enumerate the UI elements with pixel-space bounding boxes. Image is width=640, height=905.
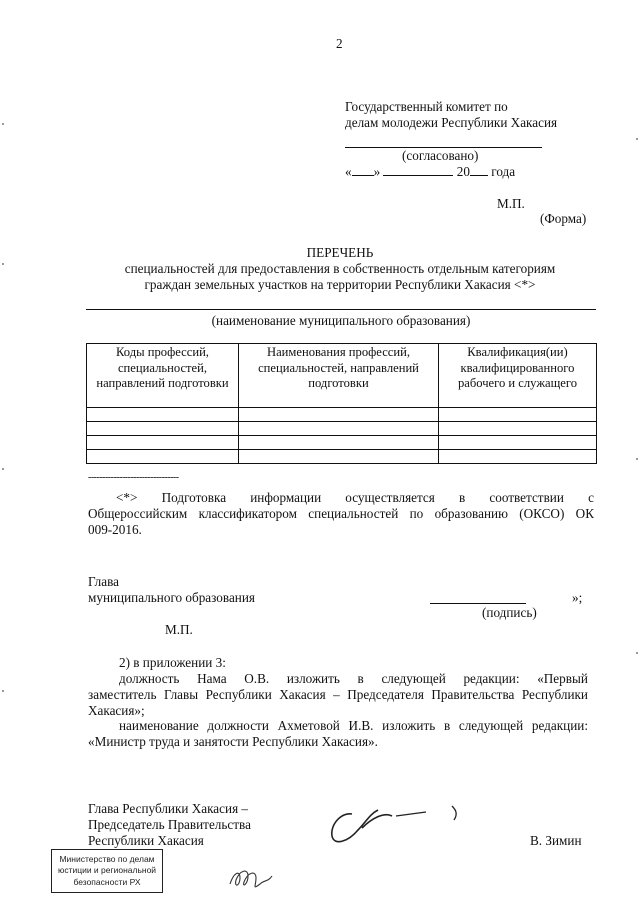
title-line1: специальностей для предоставления в собственность отдельным категориям — [124, 260, 556, 276]
approval-date — [345, 164, 515, 180]
registration-stamp — [51, 849, 163, 893]
table-row — [87, 436, 597, 450]
amendment-p1-line1: должность Нама О.В. изложить в следующей редакции: «Первый — [119, 670, 588, 686]
municipal-head — [88, 574, 255, 606]
approval-org-line2: делам молодежи Республики Хакасия — [345, 114, 558, 130]
scan-mark — [2, 468, 4, 470]
signatory-line3: Республики Хакасия — [88, 832, 204, 848]
footnote — [88, 490, 594, 538]
date-word: года — [491, 164, 516, 179]
date-close-quote: » — [373, 164, 381, 179]
title-heading: ПЕРЕЧЕНЬ — [306, 245, 374, 260]
stamp-line3: безопасности РХ — [73, 876, 141, 887]
scan-mark — [636, 138, 638, 140]
scan-mark — [636, 458, 638, 460]
header-qualification: Квалификация(ии) квалифицированного рабочего и служащего — [439, 344, 597, 408]
approval-org-line1: Государственный комитет по — [345, 99, 508, 114]
scan-mark — [636, 652, 638, 654]
municipality-caption: (наименование муниципального образования) — [211, 313, 471, 328]
table-header-row — [87, 344, 597, 408]
scan-mark — [2, 263, 4, 265]
table-row — [87, 408, 597, 422]
signatory-line2: Председатель Правительства — [88, 816, 251, 832]
amendment-p2-line2: «Министр труда и занятости Республики Хакасия». — [88, 734, 378, 750]
professions-table — [86, 343, 597, 464]
stamp-line1: Министерство по делам — [59, 854, 155, 864]
signatory-block — [88, 801, 251, 849]
handwritten-signature — [322, 800, 472, 850]
page-number: 2 — [336, 36, 343, 51]
scan-mark — [2, 690, 4, 692]
amendment-p2-line1: наименование должности Ахметовой И.В. изложить в следующей редакции: — [119, 718, 588, 734]
amendments — [88, 655, 588, 750]
document-title — [40, 245, 640, 293]
scan-mark — [2, 123, 4, 125]
footnote-line2: Общероссийским классификатором специальностей по образованию (ОКСО) ОК — [88, 505, 594, 521]
title-line2: граждан земельных участков на территории Республики Хакасия <*> — [144, 276, 536, 292]
form-label: (Форма) — [540, 211, 587, 226]
approval-block — [345, 99, 605, 131]
municipal-seal: М.П. — [165, 622, 193, 637]
header-codes: Коды профессий, специальностей, направлений подготовки — [87, 344, 239, 408]
date-open-quote: « — [345, 164, 352, 179]
approval-agreed: (согласовано) — [402, 148, 479, 163]
initials-scribble — [226, 862, 276, 894]
table-row — [87, 450, 597, 464]
amendment-p1-line2: заместитель Главы Республики Хакасия – Председателя Правительства Республики — [88, 686, 588, 702]
municipal-head-title: Глава — [88, 574, 119, 589]
signatory-name: В. Зимин — [530, 833, 582, 848]
header-names: Наименования профессий, специальностей, направлений подготовки — [239, 344, 439, 408]
date-year: 20 — [456, 164, 470, 179]
signature-end: »; — [572, 590, 583, 605]
amendment-item: 2) в приложении 3: — [119, 655, 226, 670]
amendment-p1-line3: Хакасия»; — [88, 702, 145, 718]
stamp-line2: юстиции и региональной — [57, 865, 157, 876]
municipal-head-muni: муниципального образования — [88, 589, 255, 605]
footnote-separator: -------------------------------- — [88, 472, 179, 483]
approval-seal: М.П. — [497, 196, 525, 211]
footnote-line3: 009-2016. — [88, 521, 142, 537]
signature-caption: (подпись) — [482, 605, 537, 620]
footnote-line1: <*> Подготовка информации осуществляется в соответствии с — [116, 490, 594, 505]
signatory-line1: Глава Республики Хакасия – — [88, 801, 249, 816]
municipality-line — [86, 309, 596, 310]
signature-line — [430, 603, 526, 604]
table-row — [87, 422, 597, 436]
